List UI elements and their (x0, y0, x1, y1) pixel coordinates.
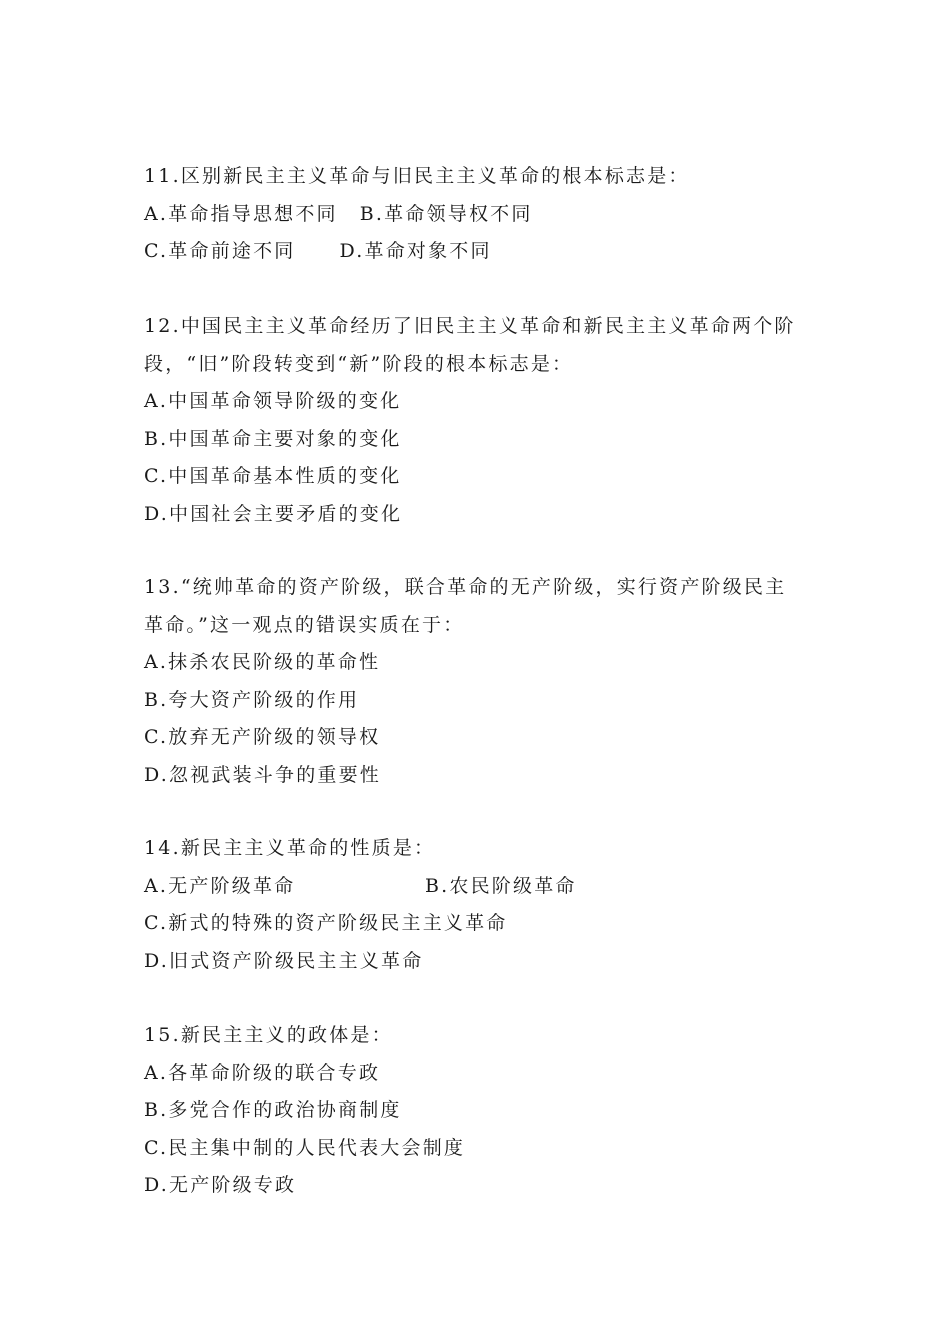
option-c: C.民主集中制的人民代表大会制度 (144, 1136, 466, 1159)
question-12 (144, 308, 824, 533)
option-d: D.忽视武装斗争的重要性 (144, 763, 381, 786)
option-b: B.多党合作的政治协商制度 (144, 1099, 402, 1121)
option-c: C.革命前途不同 (144, 240, 296, 262)
option-a: A.各革命阶级的联合专政 (144, 1061, 381, 1084)
option-a: A.革命指导思想不同 (144, 202, 338, 225)
question-13 (144, 569, 824, 794)
option-c: C.中国革命基本性质的变化 (144, 465, 402, 487)
question-11 (144, 158, 824, 271)
option-row (144, 196, 824, 234)
option-b: B.中国革命主要对象的变化 (144, 427, 402, 450)
question-stem-continued: 段，“旧”阶段转变到“新”阶段的根本标志是： (144, 352, 574, 375)
option-b: B.夸大资产阶级的作用 (144, 688, 360, 711)
question-stem: 15.新民主主义的政体是： (144, 1024, 393, 1046)
option-d: D.革命对象不同 (339, 240, 492, 262)
question-stem-continued: 革命。”这一观点的错误实质在于： (144, 613, 465, 636)
question-stem: 13.“统帅革命的资产阶级，联合革命的无产阶级，实行资产阶级民主 (144, 576, 787, 598)
option-c: C.新式的特殊的资产阶级民主主义革命 (144, 912, 508, 934)
question-14 (144, 830, 824, 980)
question-stem: 12.中国民主主义革命经历了旧民主主义革命和新民主主义革命两个阶 (144, 315, 796, 337)
option-row (144, 233, 824, 271)
option-row (144, 868, 824, 906)
option-d: D.无产阶级专政 (144, 1174, 297, 1196)
option-a: A.中国革命领导阶级的变化 (144, 390, 402, 412)
option-a: A.抹杀农民阶级的革命性 (144, 651, 381, 673)
option-d: D.旧式资产阶级民主主义革命 (144, 949, 424, 972)
option-a: A.无产阶级革命 (144, 874, 296, 897)
option-b: B.农民阶级革命 (425, 874, 577, 897)
option-c: C.放弃无产阶级的领导权 (144, 726, 381, 748)
option-d: D.中国社会主要矛盾的变化 (144, 502, 403, 525)
question-stem: 11.区别新民主主义革命与旧民主主义革命的根本标志是： (144, 165, 690, 187)
question-15 (144, 1017, 824, 1205)
question-stem: 14.新民主主义革命的性质是： (144, 837, 436, 859)
option-b: B.革命领导权不同 (359, 202, 533, 225)
